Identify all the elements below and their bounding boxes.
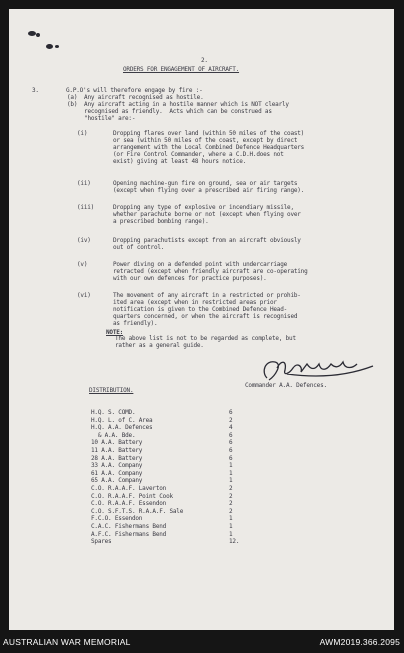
distribution-copies: 1 xyxy=(229,469,233,477)
distribution-copies: 6 xyxy=(229,447,233,454)
distribution-copies: 1 xyxy=(229,477,233,485)
distribution-recipient: C.O. R.A.A.F. Point Cook xyxy=(91,492,173,500)
ink-blot xyxy=(55,45,59,48)
distribution-copies: 2 xyxy=(229,416,233,424)
distribution-copies: 12. xyxy=(229,538,240,546)
handwritten-signature xyxy=(257,354,377,384)
item-line: The movement of any aircraft in a restricted or prohib- xyxy=(113,292,301,299)
item-number: (ii) xyxy=(77,180,91,187)
item-line: with our own defences for practice purposes). xyxy=(113,275,267,282)
item-line: Power diving on a defended point with undercarriage xyxy=(113,261,288,268)
item-line: retracted (except when friendly aircraft are co-operating xyxy=(113,268,308,275)
distribution-copies: 1 xyxy=(229,515,233,523)
distribution-copies: 6 xyxy=(229,431,233,439)
distribution-recipient: & A.A. Bde. xyxy=(91,431,136,439)
distribution-recipient: H.Q. S. COMD. xyxy=(91,409,136,416)
paragraph-intro: G.P.O's will therefore engage by fire :- xyxy=(66,87,203,94)
distribution-copies: 1 xyxy=(229,523,233,530)
document-page xyxy=(9,9,394,630)
ink-blot xyxy=(28,31,36,36)
item-line: Dropping any type of explosive or incendiary missile, xyxy=(113,204,294,211)
distribution-recipient: H.Q. A.A. Defences xyxy=(91,424,153,432)
distribution-recipient: H.Q. L. of C. Area xyxy=(91,416,153,424)
item-line: arrangement with the Local Combined Defence Headquarters xyxy=(113,144,305,151)
distribution-copies: 6 xyxy=(229,409,233,416)
distribution-recipient: 10 A.A. Battery xyxy=(91,439,143,447)
distribution-copies: 1 xyxy=(229,530,233,538)
distribution-copies: 2 xyxy=(229,507,233,515)
distribution-recipient: 28 A.A. Battery xyxy=(91,454,143,462)
item-line: out of control. xyxy=(113,244,165,251)
distribution-copies: 2 xyxy=(229,492,233,500)
distribution-recipient: C.O. R.A.A.F. Laverton xyxy=(91,485,167,492)
distribution-recipient: C.O. R.A.A.F. Essendon xyxy=(91,500,167,508)
sub-b-line: (b) Any aircraft acting in a hostile manner which is NOT clearly xyxy=(67,101,289,108)
distribution-copies: 6 xyxy=(229,454,233,462)
ink-blot xyxy=(36,33,40,37)
page-number: 2. xyxy=(201,57,208,64)
sub-b-line: "hostile" are:- xyxy=(67,115,136,122)
document-heading: ORDERS FOR ENGAGEMENT OF AIRCRAFT. xyxy=(123,66,240,73)
distribution-recipient: C.A.C. Fishermans Bend xyxy=(91,523,167,530)
footer-institution: AUSTRALIAN WAR MEMORIAL xyxy=(3,637,131,647)
distribution-copies: 2 xyxy=(229,485,233,492)
sub-b-line: recognised as friendly. Acts which can be construed as xyxy=(67,108,272,115)
item-line: as friendly). xyxy=(113,320,158,327)
distribution-recipient: A.F.C. Fishermans Bend xyxy=(91,530,167,538)
distribution-copies: 2 xyxy=(229,500,233,508)
paragraph-number: 3. xyxy=(32,87,39,94)
distribution-heading: DISTRIBUTION. xyxy=(89,387,134,394)
signature-title: Commander A.A. Defences. xyxy=(245,382,327,389)
item-number: (i) xyxy=(77,130,88,137)
item-line: (except when flying over a prescribed air firing range). xyxy=(113,187,305,194)
distribution-recipient: C.O. S.F.T.S. R.A.A.F. Sale xyxy=(91,507,184,515)
item-number: (vi) xyxy=(77,292,91,299)
item-line: Opening machine-gun fire on ground, sea or air targets xyxy=(113,180,298,187)
note-line: rather as a general guide. xyxy=(115,342,204,349)
item-number: (v) xyxy=(77,261,88,268)
distribution-copies: 1 xyxy=(229,462,233,470)
item-line: Dropping parachutists except from an aircraft obviously xyxy=(113,237,301,244)
item-line: a prescribed bombing range). xyxy=(113,218,209,225)
item-number: (iv) xyxy=(77,237,91,244)
distribution-recipient: Spares xyxy=(91,538,112,546)
item-line: or sea (within 50 miles of the coast, except by direct xyxy=(113,137,298,144)
item-line: notification is given to the Combined Defence Head- xyxy=(113,306,288,313)
distribution-recipient: 33 A.A. Company xyxy=(91,462,143,470)
ink-blot xyxy=(46,44,53,49)
item-number: (iii) xyxy=(77,204,95,211)
footer-accession-number: AWM2019.366.2095 xyxy=(319,637,400,647)
distribution-copies: 4 xyxy=(229,424,233,432)
item-line: (or Fire Control Commander, where a C.D.H.does not xyxy=(113,151,284,158)
item-line: ited area (except when in restricted areas prior xyxy=(113,299,277,306)
footer-bar xyxy=(0,630,404,653)
item-line: Dropping flares over land (within 50 miles of the coast) xyxy=(113,130,305,137)
sub-a: (a) Any aircraft recognised as hostile. xyxy=(67,94,204,101)
note-line: The above list is not to be regarded as complete, but xyxy=(115,335,296,342)
distribution-recipient: 11 A.A. Battery xyxy=(91,447,143,454)
distribution-recipient: 65 A.A. Company xyxy=(91,477,143,485)
item-line: whether parachute borne or not (except when flying over xyxy=(113,211,301,218)
item-line: quarters concerned, or when the aircraft is recognised xyxy=(113,313,298,320)
note-heading: NOTE: xyxy=(106,329,124,336)
distribution-recipient: 61 A.A. Company xyxy=(91,469,143,477)
item-line: exist) giving at least 48 hours notice. xyxy=(113,158,247,165)
distribution-copies: 6 xyxy=(229,439,233,447)
distribution-recipient: F.C.O. Essendon xyxy=(91,515,143,523)
